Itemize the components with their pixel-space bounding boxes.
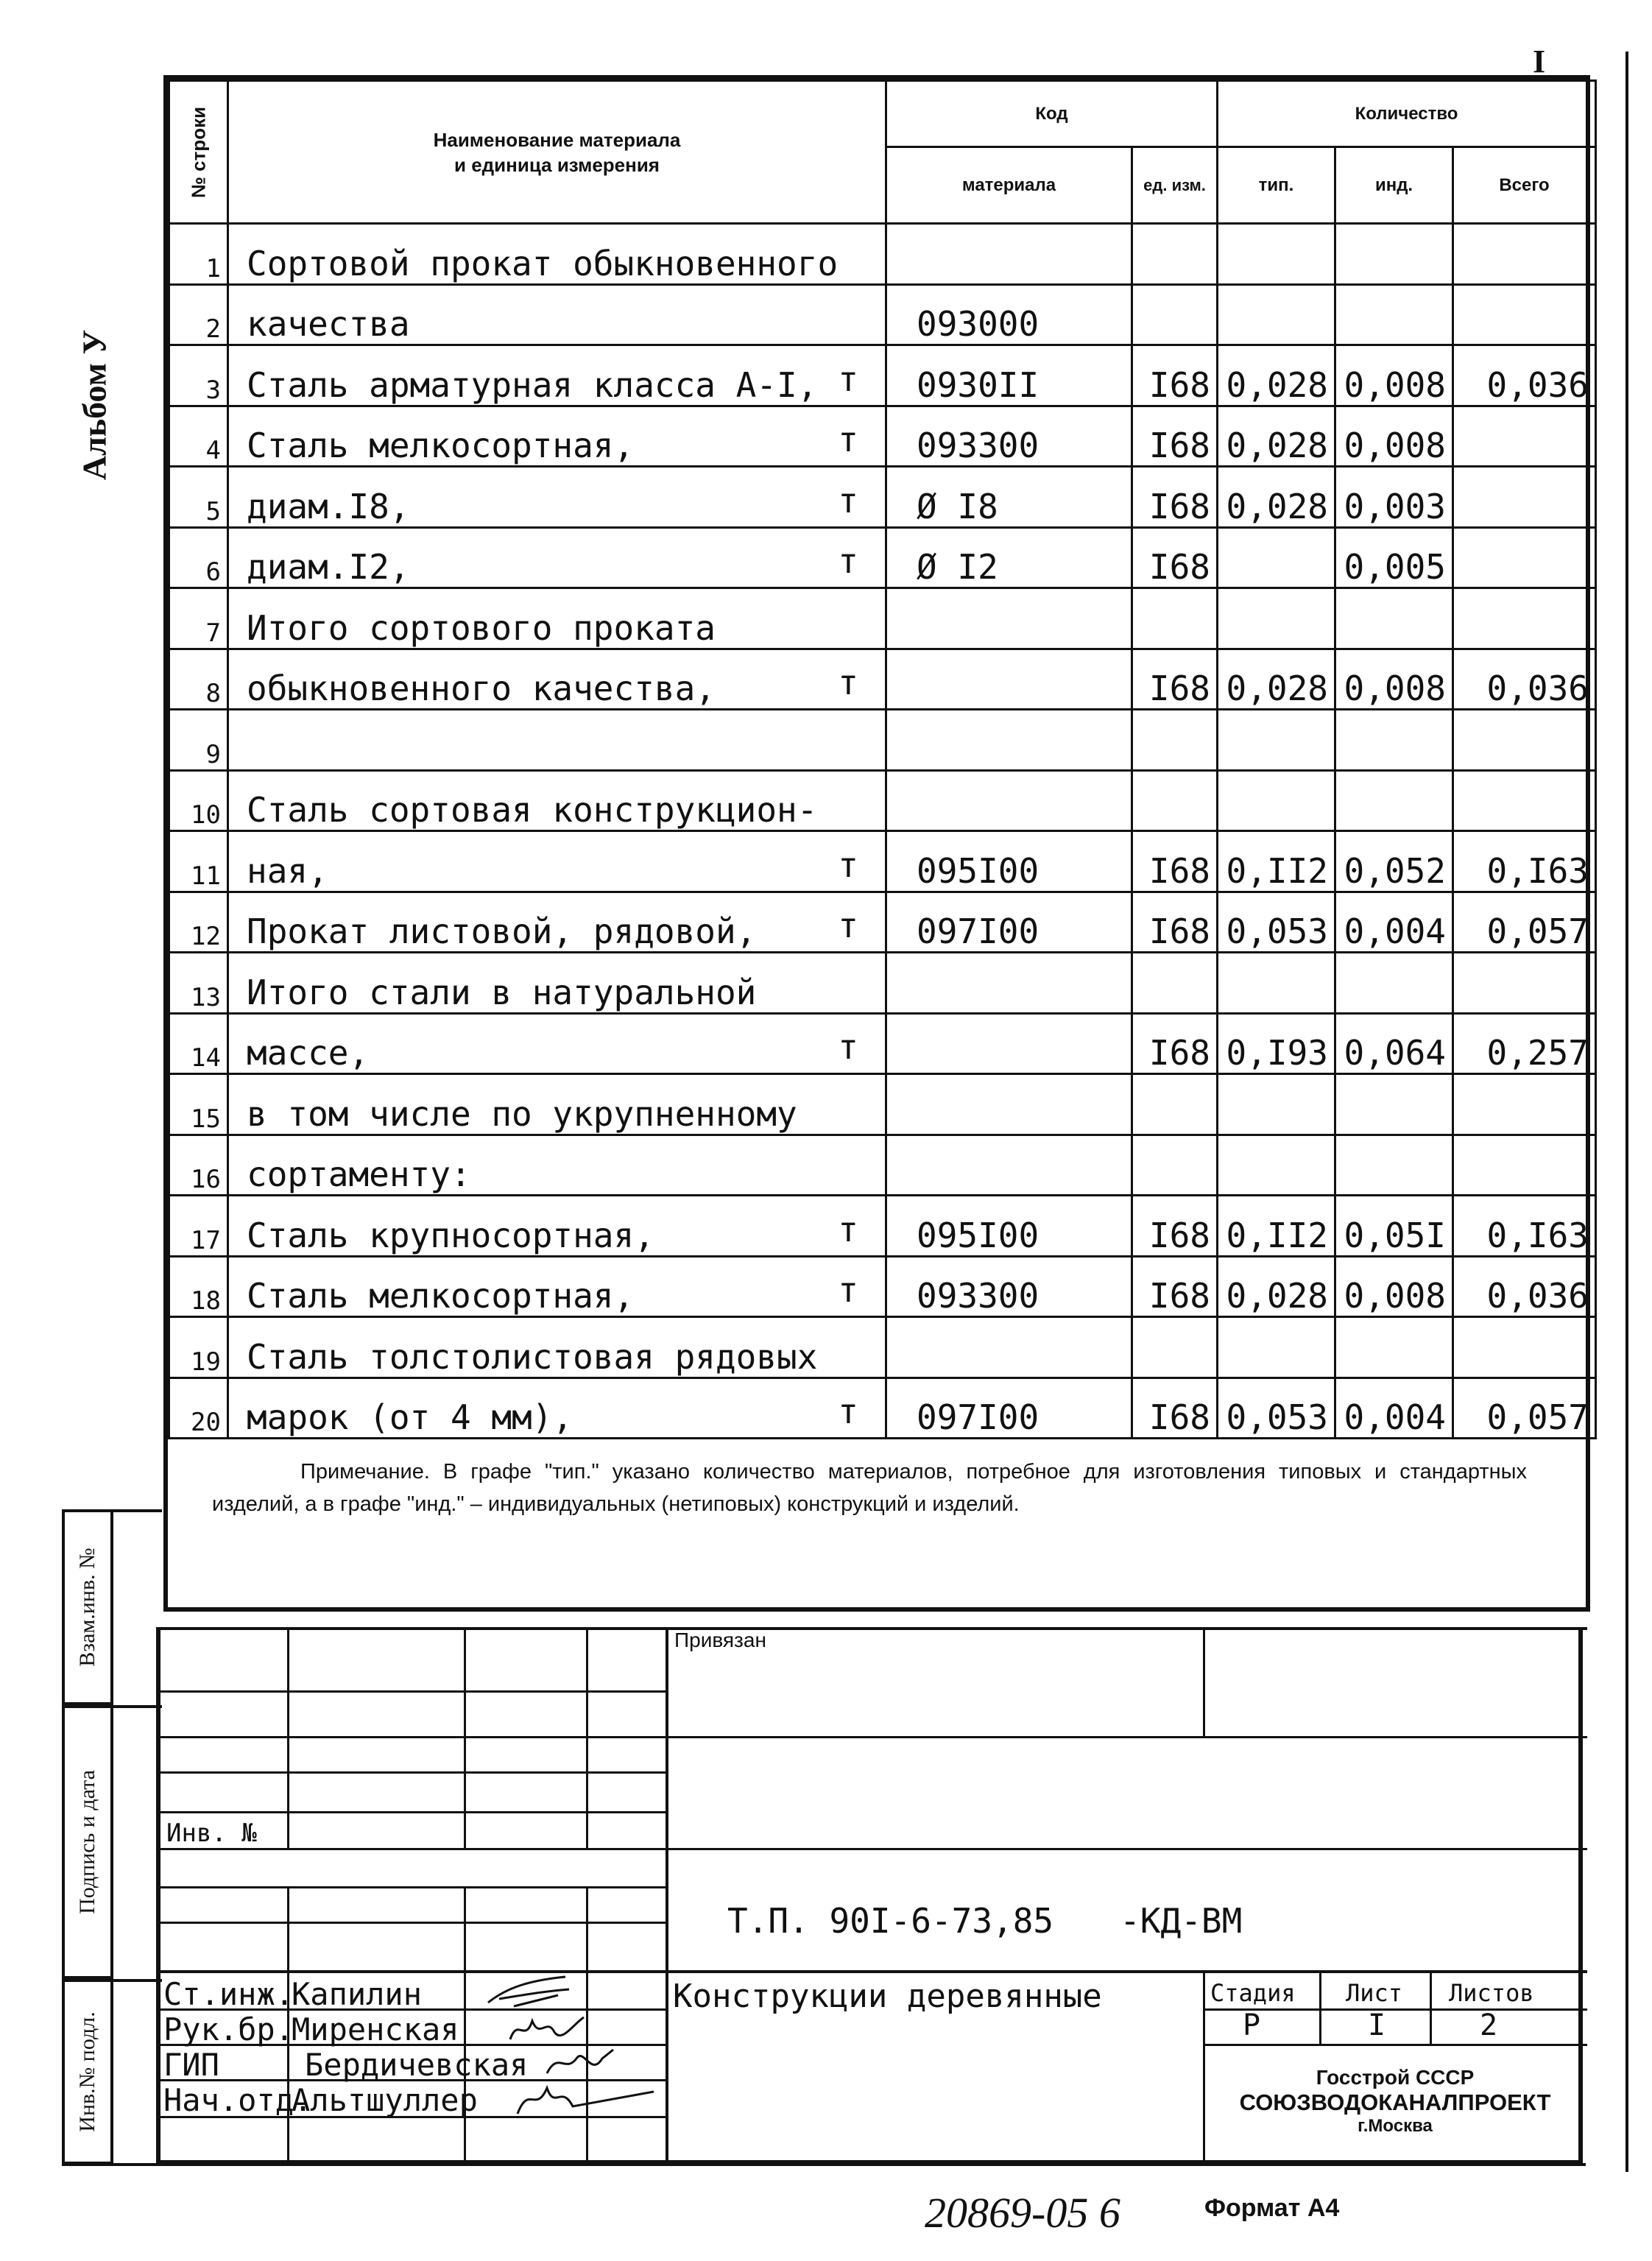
row-name: Сталь мелкосортная, т: [228, 406, 886, 467]
row-total: [1453, 710, 1596, 771]
staff-role-1: Ст.инж.: [163, 1976, 294, 2012]
header-row-no: № строки: [169, 81, 228, 224]
row-code: [886, 588, 1132, 649]
row-code: 095I00: [886, 1196, 1132, 1257]
table-row: [169, 1196, 1596, 1257]
row-unit: [1132, 224, 1218, 285]
row-name: Итого сортового проката: [228, 588, 886, 649]
row-name: Итого стали в натуральной: [228, 953, 886, 1014]
row-unit: I68: [1132, 406, 1218, 467]
row-typ: [1218, 284, 1335, 345]
row-name: Сортовой прокат обыкновенного: [228, 224, 886, 285]
row-number: 7: [169, 588, 228, 649]
row-code: 093000: [886, 284, 1132, 345]
table-row: [169, 467, 1596, 528]
row-name: Прокат листовой, рядовой, т: [228, 892, 886, 953]
row-ind: [1335, 224, 1453, 285]
row-unit: I68: [1132, 1196, 1218, 1257]
table-row: [169, 1378, 1596, 1439]
row-typ: 0,028: [1218, 649, 1335, 710]
title-block: [156, 1627, 1583, 2165]
row-unit: I68: [1132, 1256, 1218, 1317]
row-total: 0,036: [1453, 649, 1596, 710]
row-unit: [1132, 1135, 1218, 1196]
sheet-header: Лист: [1346, 1979, 1403, 2007]
org-line-3: г.Москва: [1358, 2116, 1433, 2136]
row-typ: [1218, 710, 1335, 771]
staff-role-3: ГИП: [163, 2047, 219, 2083]
footer-format: Формат А4: [1204, 2194, 1340, 2222]
row-unit: I68: [1132, 831, 1218, 892]
inv-no-label: Инв. №: [166, 1819, 257, 1848]
row-ind: 0,064: [1335, 1013, 1453, 1074]
row-total: 0,057: [1453, 1378, 1596, 1439]
row-total: 0,036: [1453, 345, 1596, 406]
header-code-unit: ед. изм.: [1132, 147, 1218, 224]
table-row: [169, 892, 1596, 953]
row-name: Сталь толстолистовая рядовых: [228, 1317, 886, 1378]
row-ind: [1335, 1135, 1453, 1196]
row-total: [1453, 224, 1596, 285]
row-ind: [1335, 953, 1453, 1014]
table-row: [169, 1013, 1596, 1074]
row-total: [1453, 953, 1596, 1014]
row-ind: 0,004: [1335, 892, 1453, 953]
row-ind: 0,052: [1335, 831, 1453, 892]
row-unit-label: т: [838, 663, 858, 702]
row-total: 0,257: [1453, 1013, 1596, 1074]
row-ind: [1335, 1317, 1453, 1378]
table-row: [169, 953, 1596, 1014]
row-name: массе, т: [228, 1013, 886, 1074]
row-name: марок (от 4 мм), т: [228, 1378, 886, 1439]
row-total: 0,I63: [1453, 831, 1596, 892]
row-typ: 0,053: [1218, 892, 1335, 953]
row-typ: [1218, 1135, 1335, 1196]
row-code: 093300: [886, 1256, 1132, 1317]
sheet-value: I: [1368, 2008, 1386, 2042]
row-name: качества: [228, 284, 886, 345]
row-code: [886, 224, 1132, 285]
row-ind: 0,008: [1335, 345, 1453, 406]
row-unit-label: т: [838, 1391, 858, 1431]
row-number: 12: [169, 892, 228, 953]
row-ind: 0,05I: [1335, 1196, 1453, 1257]
row-unit: [1132, 710, 1218, 771]
table-row: [169, 224, 1596, 285]
row-number: 19: [169, 1317, 228, 1378]
row-unit: I68: [1132, 1378, 1218, 1439]
row-total: 0,I63: [1453, 1196, 1596, 1257]
row-name: сортаменту:: [228, 1135, 886, 1196]
row-number: 13: [169, 953, 228, 1014]
org-line-2: СОЮЗВОДОКАНАЛПРОЕКТ: [1239, 2089, 1551, 2115]
row-ind: 0,008: [1335, 649, 1453, 710]
table-row: [169, 527, 1596, 588]
row-unit-label: т: [838, 359, 858, 399]
row-name: ная, т: [228, 831, 886, 892]
row-total: 0,057: [1453, 892, 1596, 953]
table-row: [169, 710, 1596, 771]
album-label: Альбом У: [75, 329, 113, 481]
row-name: Сталь крупносортная, т: [228, 1196, 886, 1257]
row-code: [886, 1013, 1132, 1074]
row-name: Сталь арматурная класса А-I, т: [228, 345, 886, 406]
row-number: 8: [169, 649, 228, 710]
row-code: [886, 1135, 1132, 1196]
row-typ: 0,028: [1218, 406, 1335, 467]
row-typ: 0,028: [1218, 467, 1335, 528]
row-code: [886, 710, 1132, 771]
header-qty-total: Всего: [1453, 147, 1596, 224]
staff-role-4: Нач.отд.: [163, 2082, 313, 2118]
row-code: 093300: [886, 406, 1132, 467]
table-row: [169, 1135, 1596, 1196]
table-row: [169, 831, 1596, 892]
row-number: 3: [169, 345, 228, 406]
row-number: 15: [169, 1074, 228, 1135]
row-total: [1453, 1074, 1596, 1135]
row-ind: 0,008: [1335, 406, 1453, 467]
row-code: [886, 770, 1132, 831]
row-unit: [1132, 1074, 1218, 1135]
signature-2: [506, 2010, 587, 2047]
row-total: [1453, 284, 1596, 345]
table-row: [169, 588, 1596, 649]
row-total: [1453, 588, 1596, 649]
row-number: 10: [169, 770, 228, 831]
note: Примечание. В графе "тип." указано количество материалов, потребное для изготовления типовых и стандартных изделий, а в графе "инд." – индивидуальных (нетиповых) конструкций и изделий.: [212, 1460, 1527, 1516]
row-typ: [1218, 527, 1335, 588]
row-number: 16: [169, 1135, 228, 1196]
table-row: [169, 1317, 1596, 1378]
org-line-1: Госстрой СССР: [1316, 2066, 1475, 2089]
doc-code: Т.П. 90I-6-73,85 -КД-ВМ: [727, 1901, 1243, 1941]
row-number: 2: [169, 284, 228, 345]
row-code: 095I00: [886, 831, 1132, 892]
row-number: 14: [169, 1013, 228, 1074]
row-ind: [1335, 710, 1453, 771]
signature-1: [484, 1973, 573, 2010]
row-name: обыкновенного качества, т: [228, 649, 886, 710]
signature-4: [514, 2081, 661, 2117]
side-podpis-data: Подпись и дата: [62, 1705, 113, 1979]
header-qty-typ: тип.: [1218, 147, 1335, 224]
staff-name-3: Бердичевская: [305, 2047, 529, 2083]
table-row: [169, 1256, 1596, 1317]
row-name: Сталь мелкосортная, т: [228, 1256, 886, 1317]
sheets-header: Листов: [1449, 1979, 1534, 2007]
row-number: 9: [169, 710, 228, 771]
row-typ: [1218, 1074, 1335, 1135]
row-number: 4: [169, 406, 228, 467]
row-number: 20: [169, 1378, 228, 1439]
row-typ: 0,028: [1218, 1256, 1335, 1317]
row-unit: I68: [1132, 527, 1218, 588]
row-total: 0,036: [1453, 1256, 1596, 1317]
header-code-material: материала: [886, 147, 1132, 224]
stage-header: Стадия: [1210, 1979, 1296, 2007]
row-code: [886, 1074, 1132, 1135]
row-total: [1453, 1317, 1596, 1378]
sheets-value: 2: [1480, 2008, 1498, 2042]
row-unit: [1132, 770, 1218, 831]
row-ind: [1335, 588, 1453, 649]
header-code: Код: [886, 81, 1218, 147]
row-unit: I68: [1132, 1013, 1218, 1074]
table-row: [169, 406, 1596, 467]
row-name: диам.I2, т: [228, 527, 886, 588]
row-typ: 0,II2: [1218, 1196, 1335, 1257]
row-ind: [1335, 1074, 1453, 1135]
row-total: [1453, 527, 1596, 588]
footer-number: 20869-05 6: [925, 2189, 1120, 2237]
row-ind: [1335, 770, 1453, 831]
staff-name-1: Капилин: [292, 1976, 423, 2012]
row-total: [1453, 1135, 1596, 1196]
staff-name-2: Миренская: [292, 2011, 459, 2047]
row-unit-label: т: [838, 844, 858, 885]
row-typ: [1218, 588, 1335, 649]
row-unit: [1132, 284, 1218, 345]
header-name: Наименование материала и единица измерения: [228, 81, 886, 224]
row-code: [886, 1317, 1132, 1378]
row-code: [886, 953, 1132, 1014]
row-number: 18: [169, 1256, 228, 1317]
row-code: 097I00: [886, 1378, 1132, 1439]
table-row: [169, 770, 1596, 831]
row-typ: 0,028: [1218, 345, 1335, 406]
row-unit-label: т: [838, 1209, 858, 1249]
side-inv-podl: Инв.№ подл.: [62, 1979, 113, 2165]
row-typ: 0,II2: [1218, 831, 1335, 892]
row-number: 11: [169, 831, 228, 892]
row-number: 6: [169, 527, 228, 588]
row-typ: [1218, 770, 1335, 831]
row-name: диам.I8, т: [228, 467, 886, 528]
row-name: в том числе по укрупненному: [228, 1074, 886, 1135]
row-unit: [1132, 1317, 1218, 1378]
row-code: 097I00: [886, 892, 1132, 953]
row-unit-label: т: [838, 1027, 858, 1067]
row-ind: 0,005: [1335, 527, 1453, 588]
row-unit-label: т: [838, 480, 858, 521]
org-block: [1203, 2066, 1587, 2137]
row-unit: [1132, 953, 1218, 1014]
staff-role-2: Рук.бр.: [163, 2011, 294, 2047]
row-number: 17: [169, 1196, 228, 1257]
header-quantity: Количество: [1218, 81, 1596, 147]
staff-name-4: Альтшуллер: [292, 2082, 478, 2118]
row-name: Сталь сортовая конструкцион-: [228, 770, 886, 831]
row-ind: 0,008: [1335, 1256, 1453, 1317]
row-unit-label: т: [838, 1270, 858, 1310]
row-unit-label: т: [838, 541, 858, 581]
row-number: 5: [169, 467, 228, 528]
header-qty-ind: инд.: [1335, 147, 1453, 224]
row-unit: I68: [1132, 649, 1218, 710]
row-typ: 0,I93: [1218, 1013, 1335, 1074]
table-row: [169, 649, 1596, 710]
row-code: Ø I8: [886, 467, 1132, 528]
privyazan-label: Привязан: [674, 1629, 766, 1651]
table-row: [169, 284, 1596, 345]
row-unit: I68: [1132, 892, 1218, 953]
row-unit: I68: [1132, 467, 1218, 528]
spec-table: [168, 80, 1597, 1439]
row-unit: [1132, 588, 1218, 649]
row-typ: [1218, 224, 1335, 285]
row-ind: 0,004: [1335, 1378, 1453, 1439]
signature-3: [543, 2044, 617, 2081]
row-typ: 0,053: [1218, 1378, 1335, 1439]
margin-line: [1625, 52, 1628, 2172]
doc-title: Конструкции деревянные: [673, 1978, 1102, 2015]
table-row: [169, 345, 1596, 406]
row-ind: 0,003: [1335, 467, 1453, 528]
page-number: I: [1533, 43, 1546, 80]
spec-table-frame: [163, 75, 1590, 1612]
row-code: 0930II: [886, 345, 1132, 406]
stage-value: Р: [1243, 2008, 1261, 2042]
table-row: [169, 1074, 1596, 1135]
row-unit-label: т: [838, 420, 858, 459]
row-unit: I68: [1132, 345, 1218, 406]
side-vzam-inv: Взам.инв. №: [62, 1509, 113, 1705]
row-unit-label: т: [838, 906, 858, 945]
row-ind: [1335, 284, 1453, 345]
row-total: [1453, 770, 1596, 831]
row-typ: [1218, 953, 1335, 1014]
row-total: [1453, 467, 1596, 528]
row-typ: [1218, 1317, 1335, 1378]
row-code: [886, 649, 1132, 710]
row-name: [228, 710, 886, 771]
row-code: Ø I2: [886, 527, 1132, 588]
row-total: [1453, 406, 1596, 467]
row-number: 1: [169, 224, 228, 285]
